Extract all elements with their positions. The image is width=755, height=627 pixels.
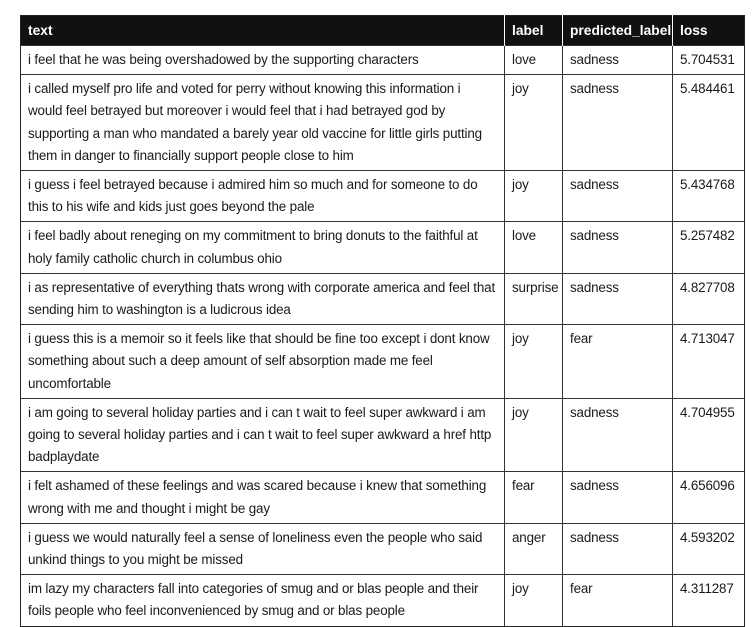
cell-loss: 4.593202: [673, 523, 745, 574]
cell-text: i am going to several holiday parties and i can t wait to feel super awkward i am going to several holiday parties and i can t wait to feel super awkward a href http badplaydate: [21, 398, 505, 472]
cell-predicted-label: sadness: [563, 75, 673, 171]
cell-loss: 5.257482: [673, 222, 745, 273]
table-row: [21, 46, 745, 75]
cell-text: i guess we would naturally feel a sense of loneliness even the people who said unkind things to you might be missed: [21, 523, 505, 574]
cell-loss: 4.713047: [673, 325, 745, 399]
cell-label: love: [505, 46, 563, 75]
table-row: [21, 171, 745, 222]
cell-text: im lazy my characters fall into categories of smug and or blas people and their foils people who feel inconvenienced by smug and or blas people: [21, 575, 505, 626]
cell-text: i guess i feel betrayed because i admired him so much and for someone to do this to his wife and kids just goes beyond the pale: [21, 171, 505, 222]
table-row: [21, 273, 745, 324]
cell-loss: 4.704955: [673, 398, 745, 472]
cell-predicted-label: fear: [563, 575, 673, 626]
table-row: [21, 523, 745, 574]
cell-predicted-label: sadness: [563, 222, 673, 273]
cell-label: joy: [505, 75, 563, 171]
column-header-label: label: [505, 16, 563, 46]
cell-predicted-label: sadness: [563, 472, 673, 523]
table-row: [21, 575, 745, 626]
cell-label: joy: [505, 325, 563, 399]
cell-loss: 5.704531: [673, 46, 745, 75]
cell-text: i called myself pro life and voted for perry without knowing this information i would feel betrayed but moreover i would feel that i had betrayed god by supporting a man who mandated a barely year old vaccine for little girls putting them in danger to financially support people close to him: [21, 75, 505, 171]
cell-text: i guess this is a memoir so it feels like that should be fine too except i dont know something about such a deep amount of self absorption made me feel uncomfortable: [21, 325, 505, 399]
cell-label: fear: [505, 472, 563, 523]
cell-text: i felt ashamed of these feelings and was scared because i knew that something wrong with me and thought i might be gay: [21, 472, 505, 523]
error-analysis-table: [20, 15, 745, 627]
cell-label: joy: [505, 575, 563, 626]
cell-label: joy: [505, 171, 563, 222]
cell-text: i as representative of everything thats wrong with corporate america and feel that sending him to washington is a ludicrous idea: [21, 273, 505, 324]
column-header-predicted-label: predicted_label: [563, 16, 673, 46]
table-header: [21, 16, 745, 46]
table-row: [21, 325, 745, 399]
column-header-loss: loss: [673, 16, 745, 46]
header-row: [21, 16, 745, 46]
results-table-container: [20, 15, 744, 627]
cell-predicted-label: sadness: [563, 46, 673, 75]
cell-label: surprise: [505, 273, 563, 324]
cell-loss: 5.434768: [673, 171, 745, 222]
cell-label: love: [505, 222, 563, 273]
cell-label: anger: [505, 523, 563, 574]
cell-predicted-label: sadness: [563, 171, 673, 222]
table-row: [21, 222, 745, 273]
cell-predicted-label: sadness: [563, 273, 673, 324]
table-body: [21, 46, 745, 627]
cell-loss: 5.484461: [673, 75, 745, 171]
table-row: [21, 398, 745, 472]
cell-predicted-label: fear: [563, 325, 673, 399]
cell-text: i feel badly about reneging on my commitment to bring donuts to the faithful at holy family catholic church in columbus ohio: [21, 222, 505, 273]
cell-predicted-label: sadness: [563, 523, 673, 574]
cell-text: i feel that he was being overshadowed by the supporting characters: [21, 46, 505, 75]
cell-loss: 4.827708: [673, 273, 745, 324]
table-row: [21, 472, 745, 523]
cell-loss: 4.656096: [673, 472, 745, 523]
column-header-text: text: [21, 16, 505, 46]
cell-label: joy: [505, 398, 563, 472]
table-row: [21, 75, 745, 171]
cell-loss: 4.311287: [673, 575, 745, 626]
cell-predicted-label: sadness: [563, 398, 673, 472]
